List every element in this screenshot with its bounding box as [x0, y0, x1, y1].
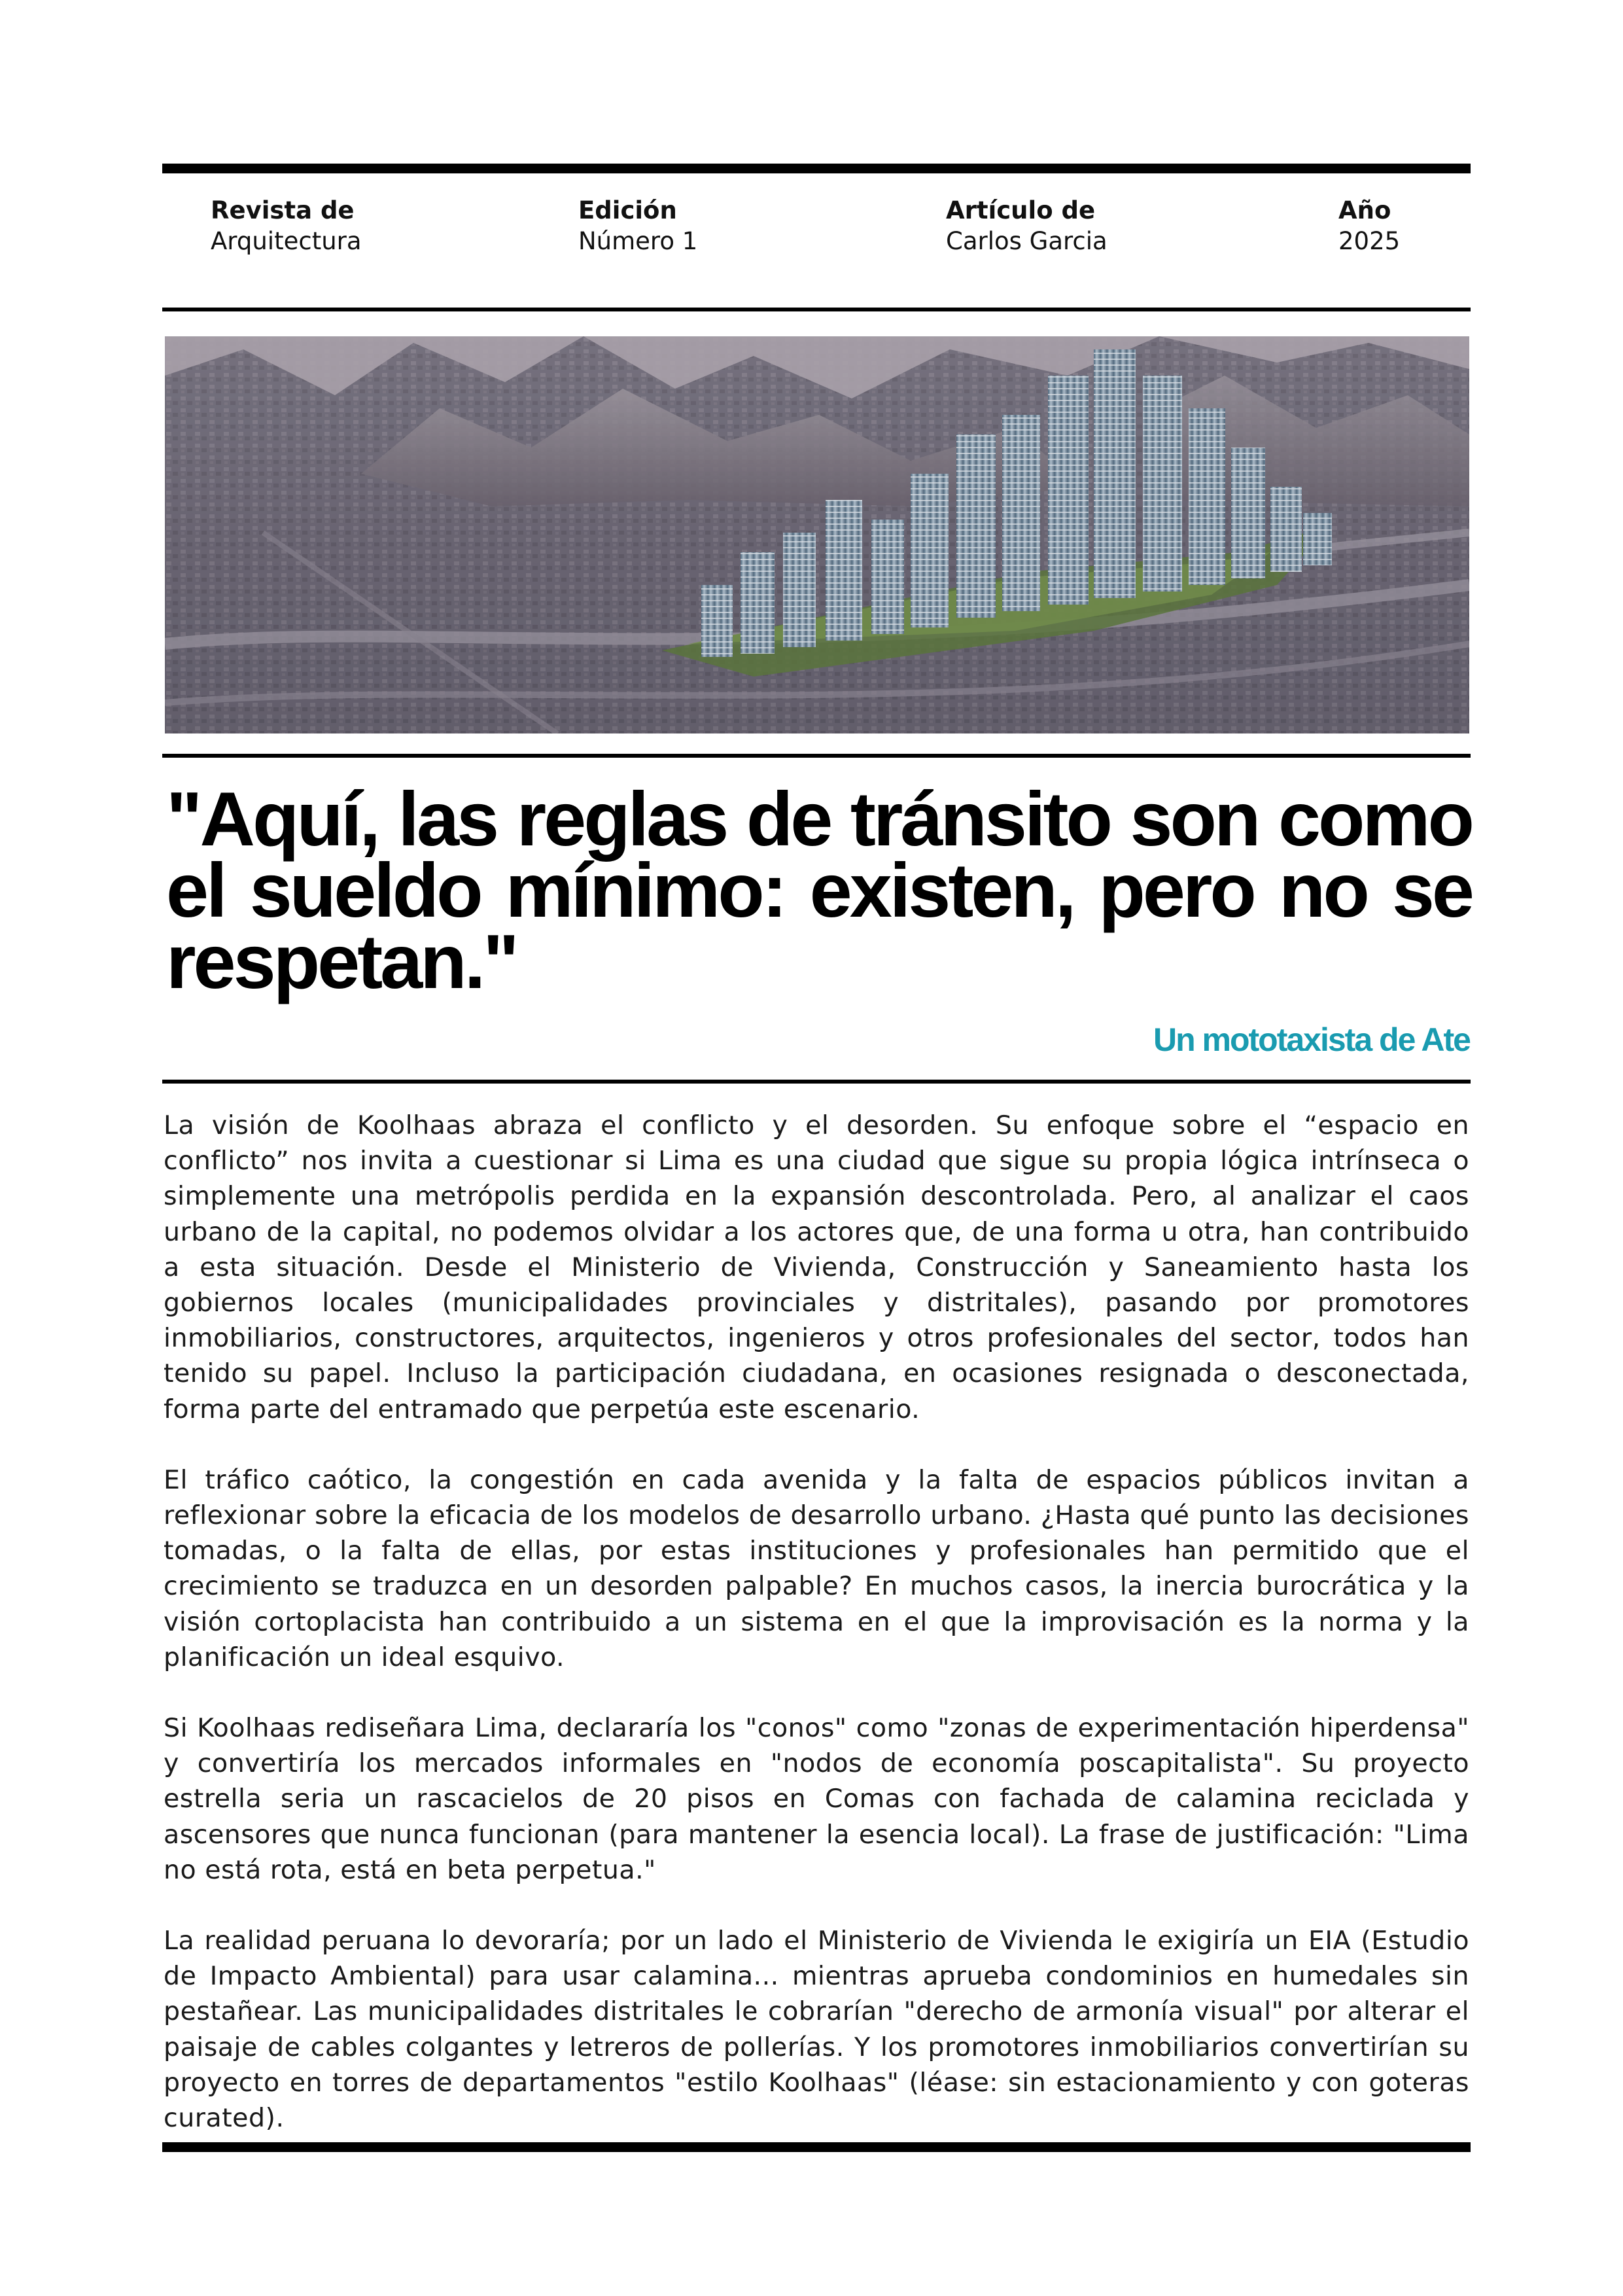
bottom-thick-rule [162, 2142, 1471, 2152]
article-paragraph-1: La visión de Koolhaas abraza el conflicto y el desorden. Su enfoque sobre el “espacio en conflicto” nos invita a cuestionar si Lima es una ciudad que sigue su propia lógica intrínseca o simplemente una metrópolis perdida en la expansión descontrolada. Pero, al analizar el caos urbano de la capital, no podemos olvidar a los actores que, de una forma u otra, han contribuido a esta situación. Desde el Ministerio de Vivienda, Construcción y Saneamiento hasta los gobiernos locales (municipalidades provinciales y distritales), pasando por promotores inmobiliarios, constructores, arquitectos, ingenieros y otros profesionales del sector, todos han tenido su papel. Incluso la participación ciudadana, en ocasiones resignada o desconectada, forma parte del entramado que perpetúa este escenario. [164, 1110, 1469, 1424]
hero-bottom-rule [162, 754, 1471, 758]
meta-year [1338, 195, 1400, 256]
author-value: Carlos Garcia [946, 227, 1108, 255]
journal-value: Arquitectura [211, 227, 362, 255]
meta-edition [578, 195, 697, 256]
article-paragraph-4: La realidad peruana lo devoraría; por un lado el Ministerio de Vivienda le exigiría un EIA (Estudio de Impacto Ambiental) para usar calamina... mientras aprueba condominios en humedales sin pestañear. Las municipalidades distritales le cobrarían "derecho de armonía visual" por alterar el paisaje de cables colgantes y letreros de pollerías. Y los promotores inmobiliarios convertirían su proyecto en torres de departamentos "estilo Koolhaas" (léase: sin estacionamiento y con goteras curated). [164, 1926, 1469, 2134]
journal-label: Revista de [211, 196, 355, 224]
edition-label: Edición [578, 196, 677, 224]
year-value: 2025 [1338, 227, 1401, 255]
author-label: Artículo de [946, 196, 1096, 224]
meta-journal [211, 195, 362, 256]
quote-bottom-rule [162, 1080, 1471, 1084]
article-paragraph-2: El tráfico caótico, la congestión en cada avenida y la falta de espacios públicos invitan a reflexionar sobre la eficacia de los modelos de desarrollo urbano. ¿Hasta qué punto las decisiones tomadas, o la falta de ellas, por estas instituciones y profesionales han permitido que el crecimiento se traduzca en un desorden palpable? En muchos casos, la inercia burocrática y la visión cortoplacista han contribuido a un sistema en el que la improvisación es la norma y la planificación un ideal esquivo. [164, 1464, 1469, 1672]
article-body [164, 1108, 1469, 2171]
hero-image [165, 336, 1469, 733]
quote-attribution: Un mototaxista de Ate [1153, 1021, 1470, 1058]
article-paragraph-3: Si Koolhaas rediseñara Lima, declararía los "conos" como "zonas de experimentación hiperdensa" y convertiría los mercados informales en "nodos de economía poscapitalista". Su proyecto estrella seria un rascacielos de 20 pisos en Comas con fachada de calamina reciclada y ascensores que nunca funcionan (para mantener la esencia local). La frase de justificación: "Lima no está rota, está en beta perpetua." [164, 1713, 1469, 1885]
top-thick-rule [162, 164, 1471, 173]
meta-author [946, 195, 1108, 256]
pull-quote: "Aquí, las reglas de tránsito son como el sueldo mínimo: existen, pero no se respetan." [166, 776, 1472, 1004]
year-label: Año [1338, 196, 1391, 224]
header-bottom-rule [162, 308, 1471, 311]
edition-value: Número 1 [578, 227, 698, 255]
